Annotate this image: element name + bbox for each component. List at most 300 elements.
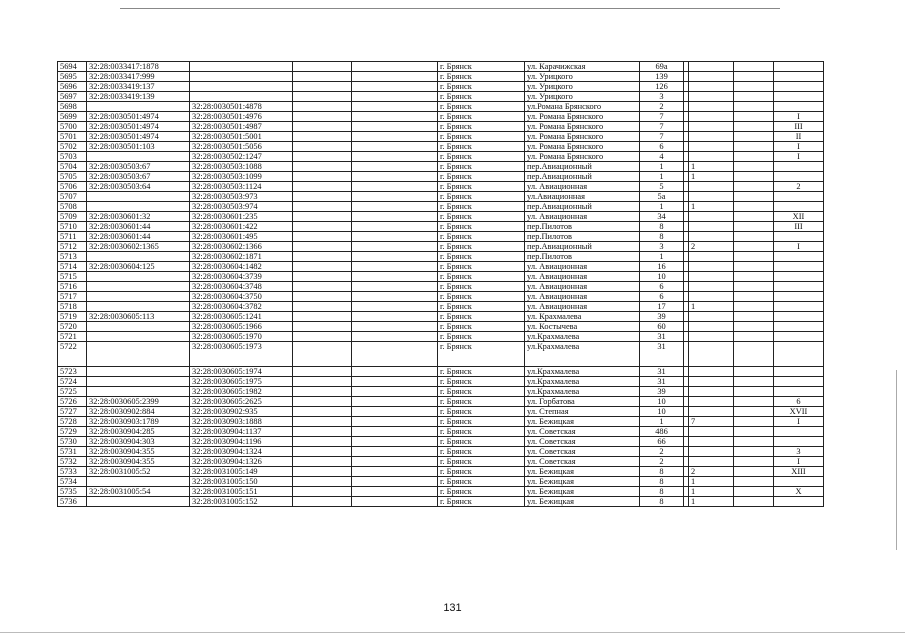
- building-cadastral-number: [190, 92, 293, 102]
- city-cell: г. Брянск: [438, 192, 525, 202]
- apartment-cell: XVII: [774, 407, 824, 417]
- building-cadastral-number: [190, 62, 293, 72]
- building-cadastral-number: 32:28:0030503:1088: [190, 162, 293, 172]
- building-cadastral-number: 32:28:0030903:1888: [190, 417, 293, 427]
- blank-cell: [734, 62, 774, 72]
- city-cell: г. Брянск: [438, 92, 525, 102]
- table-row: [58, 282, 824, 292]
- table-row: [58, 427, 824, 437]
- house-number: 7: [640, 132, 684, 142]
- house-number: 486: [640, 427, 684, 437]
- table-row: [58, 377, 824, 387]
- parcel-cadastral-number: 32:28:0030601:32: [87, 212, 190, 222]
- house-number: 17: [640, 302, 684, 312]
- parcel-cadastral-number: 32:28:0030605:2399: [87, 397, 190, 407]
- street-cell: пер.Авиационный: [525, 202, 640, 212]
- apartment-cell: [774, 367, 824, 377]
- table-row: [58, 262, 824, 272]
- row-number: 5696: [58, 82, 87, 92]
- table-row: [58, 122, 824, 132]
- table-row: [58, 302, 824, 312]
- blank-cell: [293, 332, 352, 342]
- blank-cell: [734, 437, 774, 447]
- blank-cell: [734, 182, 774, 192]
- row-number: 5727: [58, 407, 87, 417]
- apartment-cell: III: [774, 222, 824, 232]
- blank-cell: [734, 202, 774, 212]
- blank-cell: [734, 342, 774, 367]
- building-cell: [689, 252, 734, 262]
- street-cell: ул. Советская: [525, 437, 640, 447]
- city-cell: г. Брянск: [438, 487, 525, 497]
- house-number: 8: [640, 497, 684, 507]
- blank-cell: [293, 192, 352, 202]
- city-cell: г. Брянск: [438, 332, 525, 342]
- parcel-cadastral-number: [87, 332, 190, 342]
- blank-cell: [293, 282, 352, 292]
- building-cadastral-number: 32:28:0030503:1124: [190, 182, 293, 192]
- building-cell: [689, 82, 734, 92]
- parcel-cadastral-number: 32:28:0030902:884: [87, 407, 190, 417]
- building-cadastral-number: 32:28:0030605:1974: [190, 367, 293, 377]
- table-row: [58, 367, 824, 377]
- building-cell: [689, 72, 734, 82]
- blank-cell: [734, 407, 774, 417]
- street-cell: ул.Крахмалева: [525, 387, 640, 397]
- building-cell: 2: [689, 467, 734, 477]
- row-number: 5728: [58, 417, 87, 427]
- city-cell: г. Брянск: [438, 407, 525, 417]
- street-cell: ул. Романа Брянского: [525, 142, 640, 152]
- table-row: [58, 397, 824, 407]
- blank-cell: [734, 172, 774, 182]
- parcel-cadastral-number: [87, 152, 190, 162]
- blank-cell: [293, 427, 352, 437]
- table-row: [58, 222, 824, 232]
- building-cadastral-number: 32:28:0030605:1982: [190, 387, 293, 397]
- row-number: 5718: [58, 302, 87, 312]
- apartment-cell: [774, 262, 824, 272]
- building-cadastral-number: 32:28:0030604:3748: [190, 282, 293, 292]
- city-cell: г. Брянск: [438, 497, 525, 507]
- building-cadastral-number: [190, 82, 293, 92]
- blank-cell: [734, 312, 774, 322]
- house-number: 6: [640, 142, 684, 152]
- register-table: [57, 61, 824, 507]
- row-number: 5712: [58, 242, 87, 252]
- parcel-cadastral-number: 32:28:0030602:1365: [87, 242, 190, 252]
- apartment-cell: [774, 332, 824, 342]
- parcel-cadastral-number: 32:28:0030503:67: [87, 162, 190, 172]
- blank-cell: [293, 62, 352, 72]
- apartment-cell: [774, 172, 824, 182]
- table-row: [58, 172, 824, 182]
- blank-cell: [734, 427, 774, 437]
- blank-cell: [352, 282, 438, 292]
- house-number: 2: [640, 102, 684, 112]
- apartment-cell: 2: [774, 182, 824, 192]
- parcel-cadastral-number: 32:28:0030503:67: [87, 172, 190, 182]
- blank-cell: [352, 367, 438, 377]
- building-cadastral-number: 32:28:0030501:4976: [190, 112, 293, 122]
- apartment-cell: [774, 427, 824, 437]
- building-cell: [689, 62, 734, 72]
- blank-cell: [293, 477, 352, 487]
- blank-cell: [352, 437, 438, 447]
- blank-cell: [293, 342, 352, 367]
- building-cadastral-number: 32:28:0030501:5056: [190, 142, 293, 152]
- parcel-cadastral-number: [87, 342, 190, 367]
- building-cadastral-number: 32:28:0030904:1196: [190, 437, 293, 447]
- city-cell: г. Брянск: [438, 222, 525, 232]
- building-cell: 1: [689, 202, 734, 212]
- blank-cell: [352, 162, 438, 172]
- city-cell: г. Брянск: [438, 437, 525, 447]
- building-cadastral-number: 32:28:0030601:495: [190, 232, 293, 242]
- street-cell: ул. Горбатова: [525, 397, 640, 407]
- city-cell: г. Брянск: [438, 367, 525, 377]
- blank-cell: [293, 397, 352, 407]
- street-cell: ул. Степная: [525, 407, 640, 417]
- street-cell: ул. Советская: [525, 447, 640, 457]
- parcel-cadastral-number: [87, 497, 190, 507]
- blank-cell: [352, 387, 438, 397]
- street-cell: ул.Романа Брянского: [525, 102, 640, 112]
- house-number: 60: [640, 322, 684, 332]
- blank-cell: [352, 417, 438, 427]
- blank-cell: [734, 322, 774, 332]
- register-rows: [58, 62, 824, 507]
- blank-cell: [293, 302, 352, 312]
- blank-cell: [352, 342, 438, 367]
- parcel-cadastral-number: 32:28:0030903:1789: [87, 417, 190, 427]
- blank-cell: [352, 122, 438, 132]
- blank-cell: [734, 232, 774, 242]
- city-cell: г. Брянск: [438, 172, 525, 182]
- city-cell: г. Брянск: [438, 302, 525, 312]
- table-row: [58, 487, 824, 497]
- city-cell: г. Брянск: [438, 397, 525, 407]
- blank-cell: [293, 292, 352, 302]
- city-cell: г. Брянск: [438, 252, 525, 262]
- building-cell: [689, 377, 734, 387]
- table-row: [58, 212, 824, 222]
- blank-cell: [734, 292, 774, 302]
- house-number: 2: [640, 457, 684, 467]
- building-cell: [689, 142, 734, 152]
- blank-cell: [734, 152, 774, 162]
- house-number: 1: [640, 202, 684, 212]
- blank-cell: [352, 202, 438, 212]
- street-cell: ул. Романа Брянского: [525, 122, 640, 132]
- city-cell: г. Брянск: [438, 142, 525, 152]
- building-cadastral-number: 32:28:0030605:1973: [190, 342, 293, 367]
- blank-cell: [352, 62, 438, 72]
- building-cell: [689, 262, 734, 272]
- row-number: 5706: [58, 182, 87, 192]
- street-cell: ул. Бежицкая: [525, 467, 640, 477]
- parcel-cadastral-number: 32:28:0030501:4974: [87, 112, 190, 122]
- street-cell: пер.Авиационный: [525, 242, 640, 252]
- building-cell: [689, 132, 734, 142]
- blank-cell: [352, 262, 438, 272]
- building-cadastral-number: 32:28:0030604:3739: [190, 272, 293, 282]
- building-cadastral-number: 32:28:0030904:1326: [190, 457, 293, 467]
- blank-cell: [352, 242, 438, 252]
- street-cell: ул. Авиационная: [525, 182, 640, 192]
- apartment-cell: [774, 282, 824, 292]
- apartment-cell: I: [774, 152, 824, 162]
- building-cadastral-number: 32:28:0030605:1241: [190, 312, 293, 322]
- building-cadastral-number: 32:28:0030605:2625: [190, 397, 293, 407]
- row-number: 5715: [58, 272, 87, 282]
- building-cell: [689, 222, 734, 232]
- table-row: [58, 272, 824, 282]
- table-row: [58, 92, 824, 102]
- table-row: [58, 407, 824, 417]
- row-number: 5723: [58, 367, 87, 377]
- building-cell: [689, 182, 734, 192]
- street-cell: пер.Пилотов: [525, 252, 640, 262]
- building-cadastral-number: 32:28:0030604:3750: [190, 292, 293, 302]
- street-cell: ул. Романа Брянского: [525, 132, 640, 142]
- blank-cell: [293, 447, 352, 457]
- city-cell: г. Брянск: [438, 467, 525, 477]
- street-cell: ул. Бежицкая: [525, 487, 640, 497]
- blank-cell: [293, 377, 352, 387]
- blank-cell: [734, 387, 774, 397]
- apartment-cell: [774, 377, 824, 387]
- building-cadastral-number: 32:28:0030601:235: [190, 212, 293, 222]
- city-cell: г. Брянск: [438, 152, 525, 162]
- blank-cell: [352, 272, 438, 282]
- table-row: [58, 437, 824, 447]
- page-number: 131: [443, 602, 462, 614]
- city-cell: г. Брянск: [438, 232, 525, 242]
- building-cadastral-number: 32:28:0030501:4878: [190, 102, 293, 112]
- apartment-cell: XIII: [774, 467, 824, 477]
- house-number: 16: [640, 262, 684, 272]
- parcel-cadastral-number: [87, 102, 190, 112]
- apartment-cell: [774, 477, 824, 487]
- apartment-cell: X: [774, 487, 824, 497]
- blank-cell: [352, 407, 438, 417]
- house-number: 39: [640, 312, 684, 322]
- blank-cell: [352, 447, 438, 457]
- blank-cell: [734, 122, 774, 132]
- blank-cell: [293, 142, 352, 152]
- blank-cell: [734, 162, 774, 172]
- city-cell: г. Брянск: [438, 282, 525, 292]
- house-number: 1: [640, 417, 684, 427]
- scan-edge-bottom: [0, 632, 905, 633]
- city-cell: г. Брянск: [438, 377, 525, 387]
- parcel-cadastral-number: [87, 302, 190, 312]
- blank-cell: [734, 397, 774, 407]
- building-cell: [689, 342, 734, 367]
- blank-cell: [352, 397, 438, 407]
- building-cell: [689, 232, 734, 242]
- row-number: 5707: [58, 192, 87, 202]
- blank-cell: [293, 232, 352, 242]
- apartment-cell: 6: [774, 397, 824, 407]
- blank-cell: [734, 457, 774, 467]
- blank-cell: [734, 252, 774, 262]
- city-cell: г. Брянск: [438, 122, 525, 132]
- blank-cell: [352, 312, 438, 322]
- street-cell: ул. Урицкого: [525, 92, 640, 102]
- blank-cell: [293, 92, 352, 102]
- street-cell: пер.Авиационный: [525, 172, 640, 182]
- parcel-cadastral-number: 32:28:0033419:137: [87, 82, 190, 92]
- city-cell: г. Брянск: [438, 112, 525, 122]
- street-cell: ул. Советская: [525, 457, 640, 467]
- table-row: [58, 152, 824, 162]
- row-number: 5708: [58, 202, 87, 212]
- street-cell: ул. Советская: [525, 427, 640, 437]
- blank-cell: [734, 447, 774, 457]
- house-number: 2: [640, 447, 684, 457]
- parcel-cadastral-number: 32:28:0030605:113: [87, 312, 190, 322]
- house-number: 10: [640, 407, 684, 417]
- building-cell: 1: [689, 172, 734, 182]
- building-cadastral-number: 32:28:0030502:1247: [190, 152, 293, 162]
- building-cadastral-number: 32:28:0030904:1324: [190, 447, 293, 457]
- row-number: 5716: [58, 282, 87, 292]
- row-number: 5711: [58, 232, 87, 242]
- blank-cell: [734, 92, 774, 102]
- building-cell: [689, 272, 734, 282]
- blank-cell: [734, 367, 774, 377]
- city-cell: г. Брянск: [438, 272, 525, 282]
- building-cadastral-number: 32:28:0030601:422: [190, 222, 293, 232]
- blank-cell: [293, 202, 352, 212]
- blank-cell: [293, 497, 352, 507]
- blank-cell: [293, 152, 352, 162]
- table-row: [58, 292, 824, 302]
- building-cadastral-number: 32:28:0031005:150: [190, 477, 293, 487]
- parcel-cadastral-number: 32:28:0033417:999: [87, 72, 190, 82]
- table-row: [58, 182, 824, 192]
- house-number: 1: [640, 172, 684, 182]
- city-cell: г. Брянск: [438, 417, 525, 427]
- blank-cell: [293, 437, 352, 447]
- blank-cell: [352, 72, 438, 82]
- blank-cell: [352, 497, 438, 507]
- street-cell: ул. Бежицкая: [525, 417, 640, 427]
- blank-cell: [734, 377, 774, 387]
- blank-cell: [352, 152, 438, 162]
- blank-cell: [352, 192, 438, 202]
- apartment-cell: [774, 202, 824, 212]
- city-cell: г. Брянск: [438, 62, 525, 72]
- house-number: 7: [640, 122, 684, 132]
- building-cell: [689, 397, 734, 407]
- parcel-cadastral-number: [87, 477, 190, 487]
- street-cell: ул. Авиационная: [525, 302, 640, 312]
- row-number: 5729: [58, 427, 87, 437]
- blank-cell: [352, 332, 438, 342]
- house-number: 8: [640, 487, 684, 497]
- street-cell: ул. Авиационная: [525, 282, 640, 292]
- table-row: [58, 497, 824, 507]
- city-cell: г. Брянск: [438, 202, 525, 212]
- blank-cell: [352, 82, 438, 92]
- apartment-cell: [774, 342, 824, 367]
- parcel-cadastral-number: 32:28:0030503:64: [87, 182, 190, 192]
- apartment-cell: [774, 322, 824, 332]
- building-cadastral-number: 32:28:0030605:1966: [190, 322, 293, 332]
- city-cell: г. Брянск: [438, 447, 525, 457]
- building-cell: 1: [689, 477, 734, 487]
- apartment-cell: [774, 387, 824, 397]
- city-cell: г. Брянск: [438, 457, 525, 467]
- row-number: 5730: [58, 437, 87, 447]
- building-cell: [689, 292, 734, 302]
- row-number: 5705: [58, 172, 87, 182]
- parcel-cadastral-number: 32:28:0033417:1878: [87, 62, 190, 72]
- street-cell: ул. Урицкого: [525, 82, 640, 92]
- table-row: [58, 192, 824, 202]
- house-number: 4: [640, 152, 684, 162]
- parcel-cadastral-number: 32:28:0030904:355: [87, 447, 190, 457]
- street-cell: ул. Авиационная: [525, 262, 640, 272]
- table-row: [58, 342, 824, 367]
- blank-cell: [293, 262, 352, 272]
- table-row: [58, 162, 824, 172]
- blank-cell: [293, 417, 352, 427]
- blank-cell: [352, 427, 438, 437]
- city-cell: г. Брянск: [438, 262, 525, 272]
- parcel-cadastral-number: [87, 202, 190, 212]
- parcel-cadastral-number: 32:28:0030904:355: [87, 457, 190, 467]
- street-cell: ул.Крахмалева: [525, 332, 640, 342]
- house-number: 5а: [640, 192, 684, 202]
- city-cell: г. Брянск: [438, 242, 525, 252]
- blank-cell: [293, 222, 352, 232]
- blank-cell: [734, 102, 774, 112]
- building-cell: [689, 122, 734, 132]
- apartment-cell: [774, 302, 824, 312]
- house-number: 3: [640, 242, 684, 252]
- blank-cell: [352, 487, 438, 497]
- table-row: [58, 447, 824, 457]
- building-cell: [689, 282, 734, 292]
- parcel-cadastral-number: [87, 367, 190, 377]
- table-row: [58, 312, 824, 322]
- blank-cell: [352, 467, 438, 477]
- city-cell: г. Брянск: [438, 182, 525, 192]
- blank-cell: [734, 477, 774, 487]
- parcel-cadastral-number: [87, 272, 190, 282]
- house-number: 39: [640, 387, 684, 397]
- building-cell: [689, 447, 734, 457]
- house-number: 10: [640, 272, 684, 282]
- apartment-cell: [774, 232, 824, 242]
- blank-cell: [734, 282, 774, 292]
- street-cell: пер.Авиационный: [525, 162, 640, 172]
- row-number: 5697: [58, 92, 87, 102]
- building-cell: [689, 437, 734, 447]
- city-cell: г. Брянск: [438, 292, 525, 302]
- building-cell: 1: [689, 487, 734, 497]
- blank-cell: [352, 302, 438, 312]
- blank-cell: [352, 477, 438, 487]
- building-cell: 2: [689, 242, 734, 252]
- city-cell: г. Брянск: [438, 212, 525, 222]
- blank-cell: [352, 182, 438, 192]
- blank-cell: [352, 172, 438, 182]
